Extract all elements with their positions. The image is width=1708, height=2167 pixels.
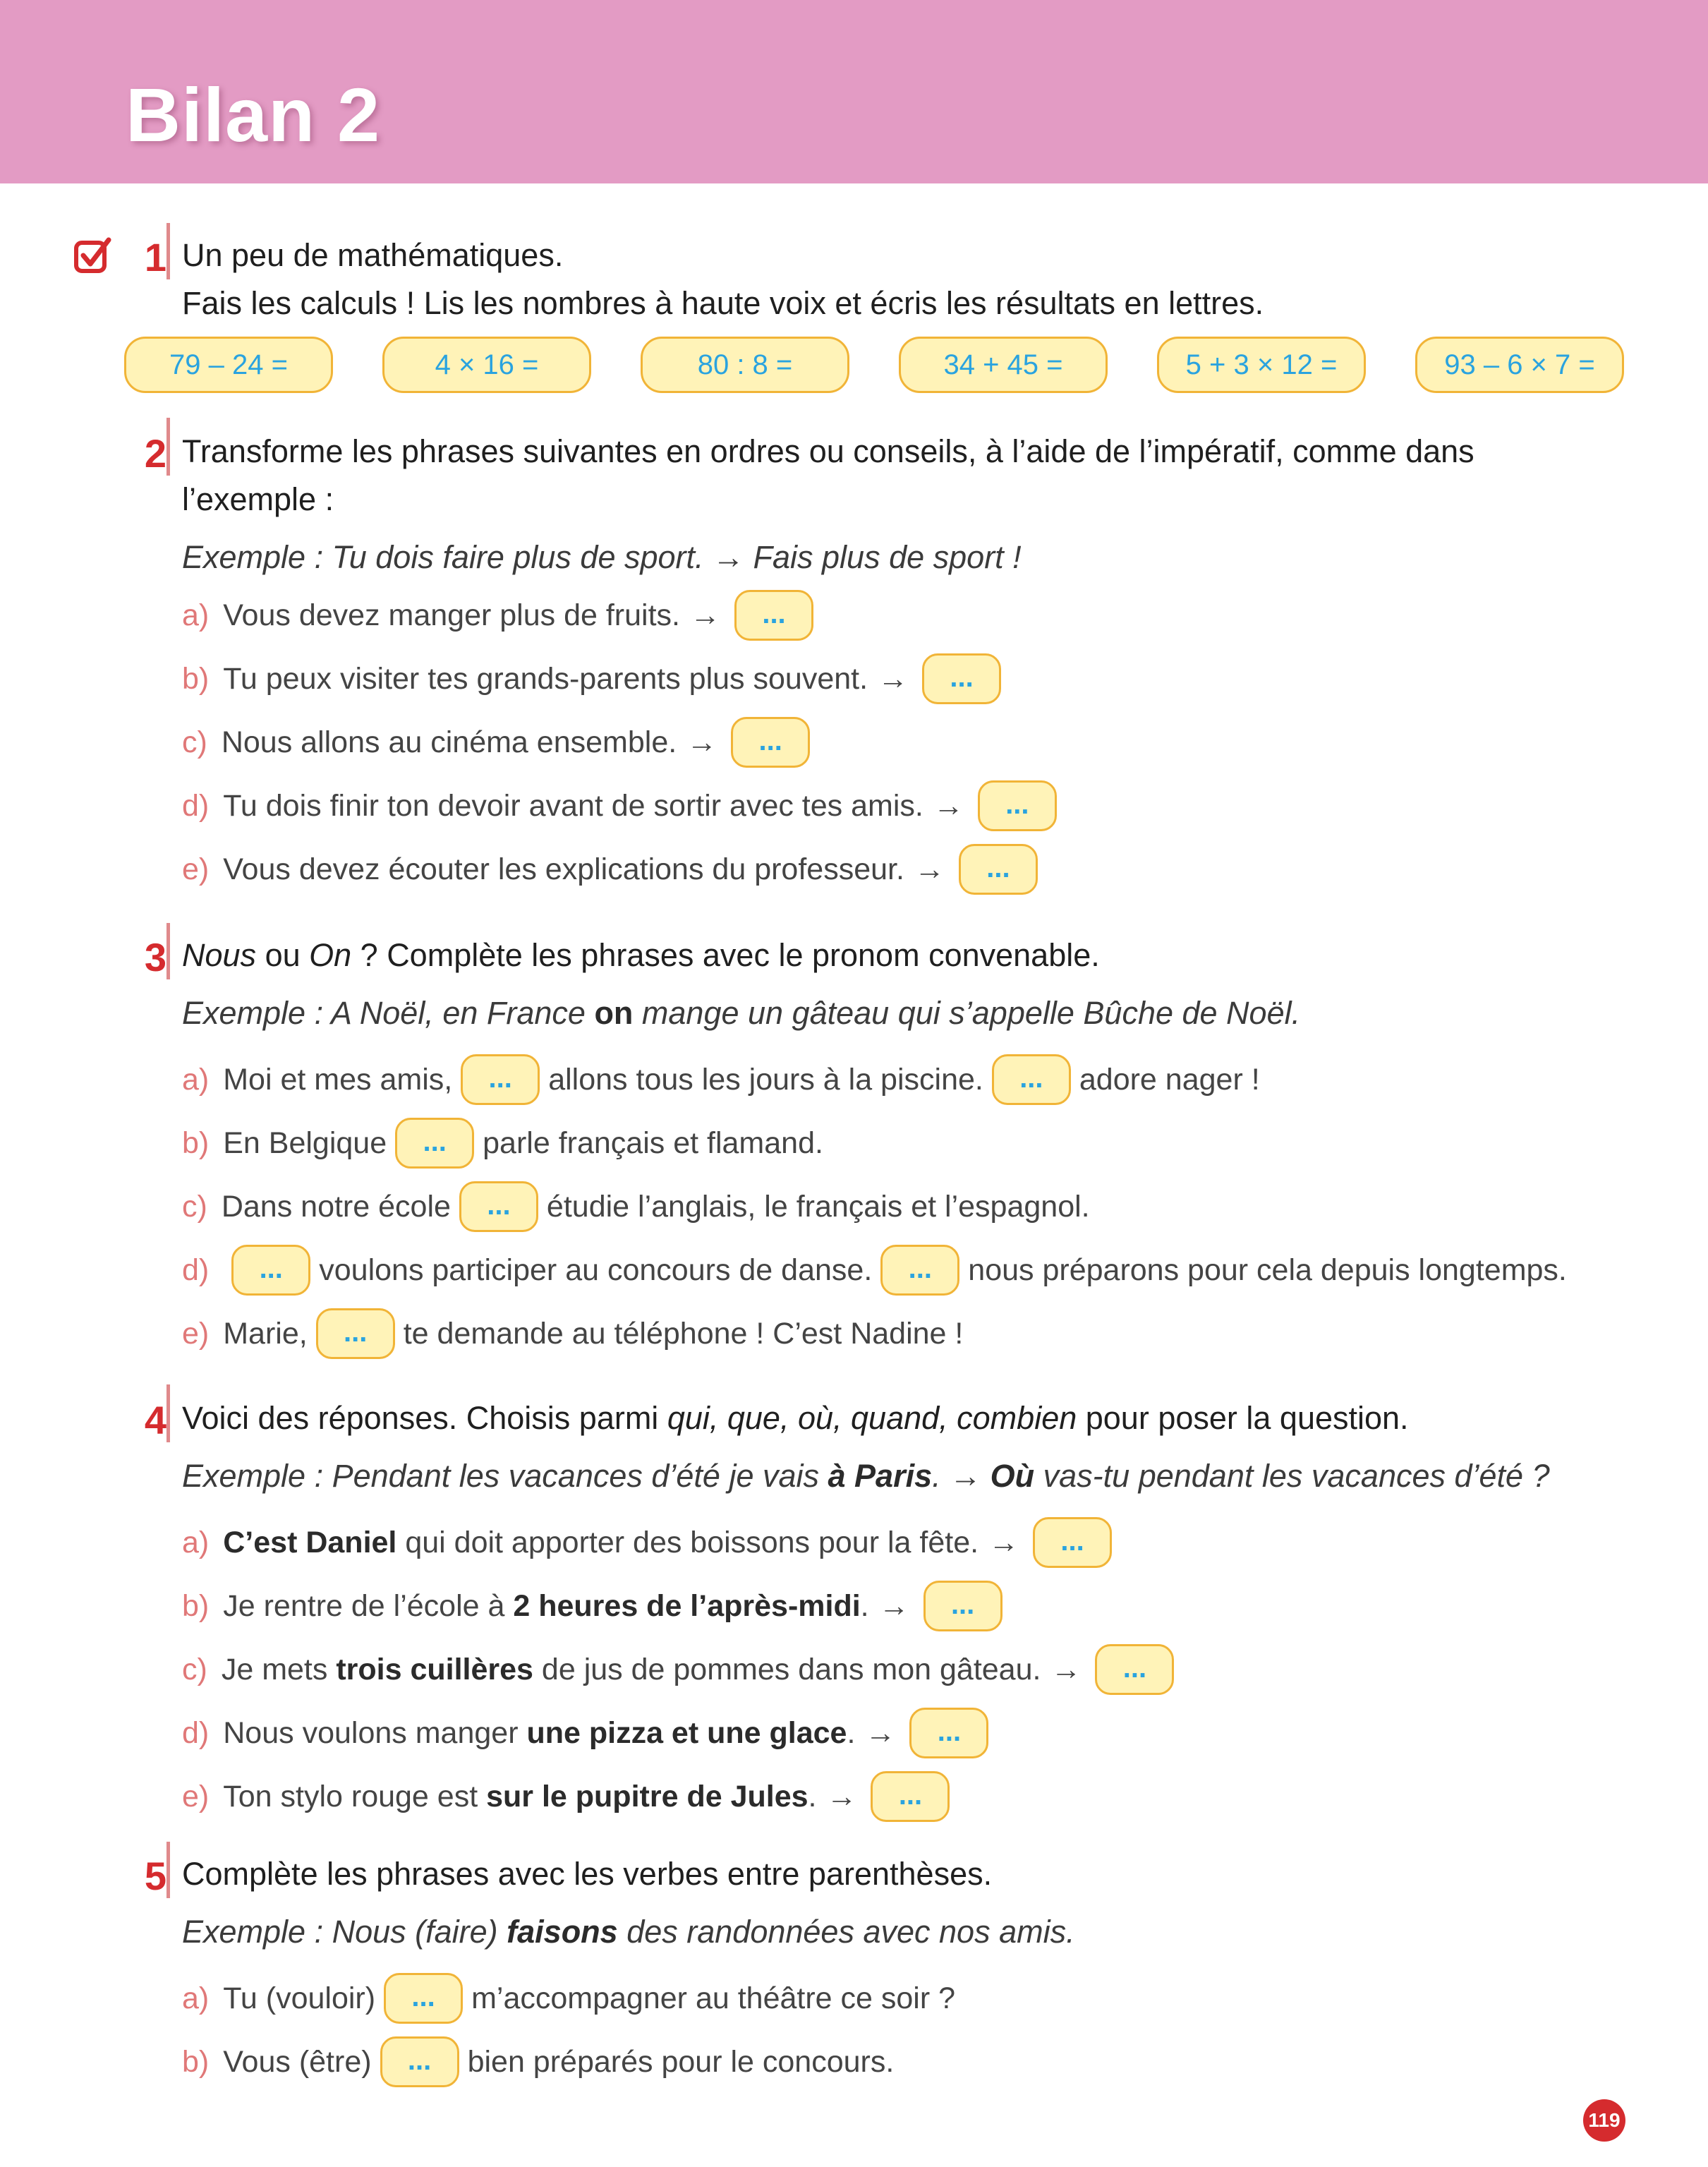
answer-box[interactable]: ... <box>461 1054 540 1105</box>
exercise-title: Nous ou On ? Complète les phrases avec le pronom convenable. <box>182 937 1100 973</box>
exercise-number: 1 <box>144 235 166 279</box>
divider <box>166 1842 170 1898</box>
answer-box[interactable]: ... <box>316 1308 395 1359</box>
exercise-number: 5 <box>144 1854 166 1898</box>
answer-box[interactable]: ... <box>734 590 813 641</box>
item-line: c) Je mets trois cuillères de jus de pommes dans mon gâteau. → ... <box>182 1644 1182 1695</box>
page-title: Bilan 2 <box>126 72 381 157</box>
answer-box[interactable]: ... <box>384 1973 463 2024</box>
exercise-title: l’exemple : <box>182 481 334 517</box>
answer-box[interactable]: ... <box>871 1771 950 1822</box>
answer-box[interactable]: ... <box>909 1708 988 1758</box>
item-line: c) Nous allons au cinéma ensemble. → ... <box>182 717 818 768</box>
calc-box[interactable]: 4 × 16 = <box>382 337 591 393</box>
answer-box[interactable]: ... <box>1033 1517 1112 1568</box>
example: Exemple : Pendant les vacances d’été je vais à Paris. → Où vas-tu pendant les vacances d’été ? <box>182 1458 1550 1494</box>
answer-box[interactable]: ... <box>459 1181 538 1232</box>
answer-box[interactable]: ... <box>380 2036 459 2087</box>
answer-box[interactable]: ... <box>959 844 1038 895</box>
example: Exemple : A Noël, en France on mange un gâteau qui s’appelle Bûche de Noël. <box>182 995 1301 1031</box>
divider <box>166 418 170 476</box>
answer-box[interactable]: ... <box>395 1118 474 1169</box>
checkbox-icon <box>73 236 113 275</box>
calc-box[interactable]: 34 + 45 = <box>899 337 1108 393</box>
calc-box[interactable]: 80 : 8 = <box>641 337 849 393</box>
page-header <box>0 0 1708 183</box>
example: Exemple : Tu dois faire plus de sport. → Fais plus de sport ! <box>182 539 1022 575</box>
item-line: a) Moi et mes amis, ... allons tous les jours à la piscine. ... adore nager ! <box>182 1054 1260 1105</box>
item-line: d) Nous voulons manger une pizza et une glace . → ... <box>182 1708 997 1758</box>
exercise-number: 4 <box>144 1398 166 1442</box>
calc-box[interactable]: 79 – 24 = <box>124 337 333 393</box>
answer-box[interactable]: ... <box>978 780 1057 831</box>
item-line: a) C’est Daniel qui doit apporter des boissons pour la fête. → ... <box>182 1517 1120 1568</box>
item-line: a) Tu (vouloir) ... m’accompagner au théâtre ce soir ? <box>182 1973 955 2024</box>
item-line: b) Tu peux visiter tes grands-parents plus souvent. → ... <box>182 653 1010 704</box>
exercise-title: Un peu de mathématiques. <box>182 237 564 273</box>
divider <box>166 923 170 979</box>
item-line: c) Dans notre école ... étudie l’anglais, le français et l’espagnol. <box>182 1181 1090 1232</box>
answer-box[interactable]: ... <box>923 1581 1003 1631</box>
calc-box[interactable]: 93 – 6 × 7 = <box>1415 337 1624 393</box>
item-line: d) Tu dois finir ton devoir avant de sortir avec tes amis. → ... <box>182 780 1065 831</box>
answer-box[interactable]: ... <box>922 653 1001 704</box>
exercise-title: Complète les phrases avec les verbes entre parenthèses. <box>182 1856 993 1892</box>
answer-box[interactable]: ... <box>880 1245 959 1296</box>
exercise-number: 2 <box>144 431 166 476</box>
item-line: e) Ton stylo rouge est sur le pupitre de Jules . → ... <box>182 1771 958 1822</box>
item-line: a) Vous devez manger plus de fruits. → ... <box>182 590 822 641</box>
item-line: b) Vous (être) ... bien préparés pour le concours. <box>182 2036 894 2087</box>
example: Exemple : Nous (faire) faisons des randonnées avec nos amis. <box>182 1914 1075 1950</box>
answer-box[interactable]: ... <box>731 717 810 768</box>
divider <box>166 223 170 279</box>
exercise-instruction: Fais les calculs ! Lis les nombres à haute voix et écris les résultats en lettres. <box>182 285 1264 321</box>
exercise-title: Voici des réponses. Choisis parmi qui, que, où, quand, combien pour poser la question. <box>182 1400 1409 1436</box>
answer-box[interactable]: ... <box>992 1054 1071 1105</box>
calc-box[interactable]: 5 + 3 × 12 = <box>1157 337 1366 393</box>
item-line: d) ... voulons participer au concours de danse. ... nous préparons pour cela depuis longtemps. <box>182 1245 1567 1296</box>
item-line: e) Marie, ... te demande au téléphone ! C’est Nadine ! <box>182 1308 963 1359</box>
item-line: e) Vous devez écouter les explications du professeur. → ... <box>182 844 1046 895</box>
item-line: b) En Belgique ... parle français et flamand. <box>182 1118 823 1169</box>
answer-box[interactable]: ... <box>1095 1644 1174 1695</box>
answer-box[interactable]: ... <box>231 1245 310 1296</box>
exercise-title: Transforme les phrases suivantes en ordres ou conseils, à l’aide de l’impératif, comme dans <box>182 433 1474 469</box>
page-number: 119 <box>1583 2099 1625 2142</box>
divider <box>166 1384 170 1442</box>
exercise-number: 3 <box>144 935 166 979</box>
item-line: b) Je rentre de l’école à 2 heures de l’après-midi . → ... <box>182 1581 1011 1631</box>
